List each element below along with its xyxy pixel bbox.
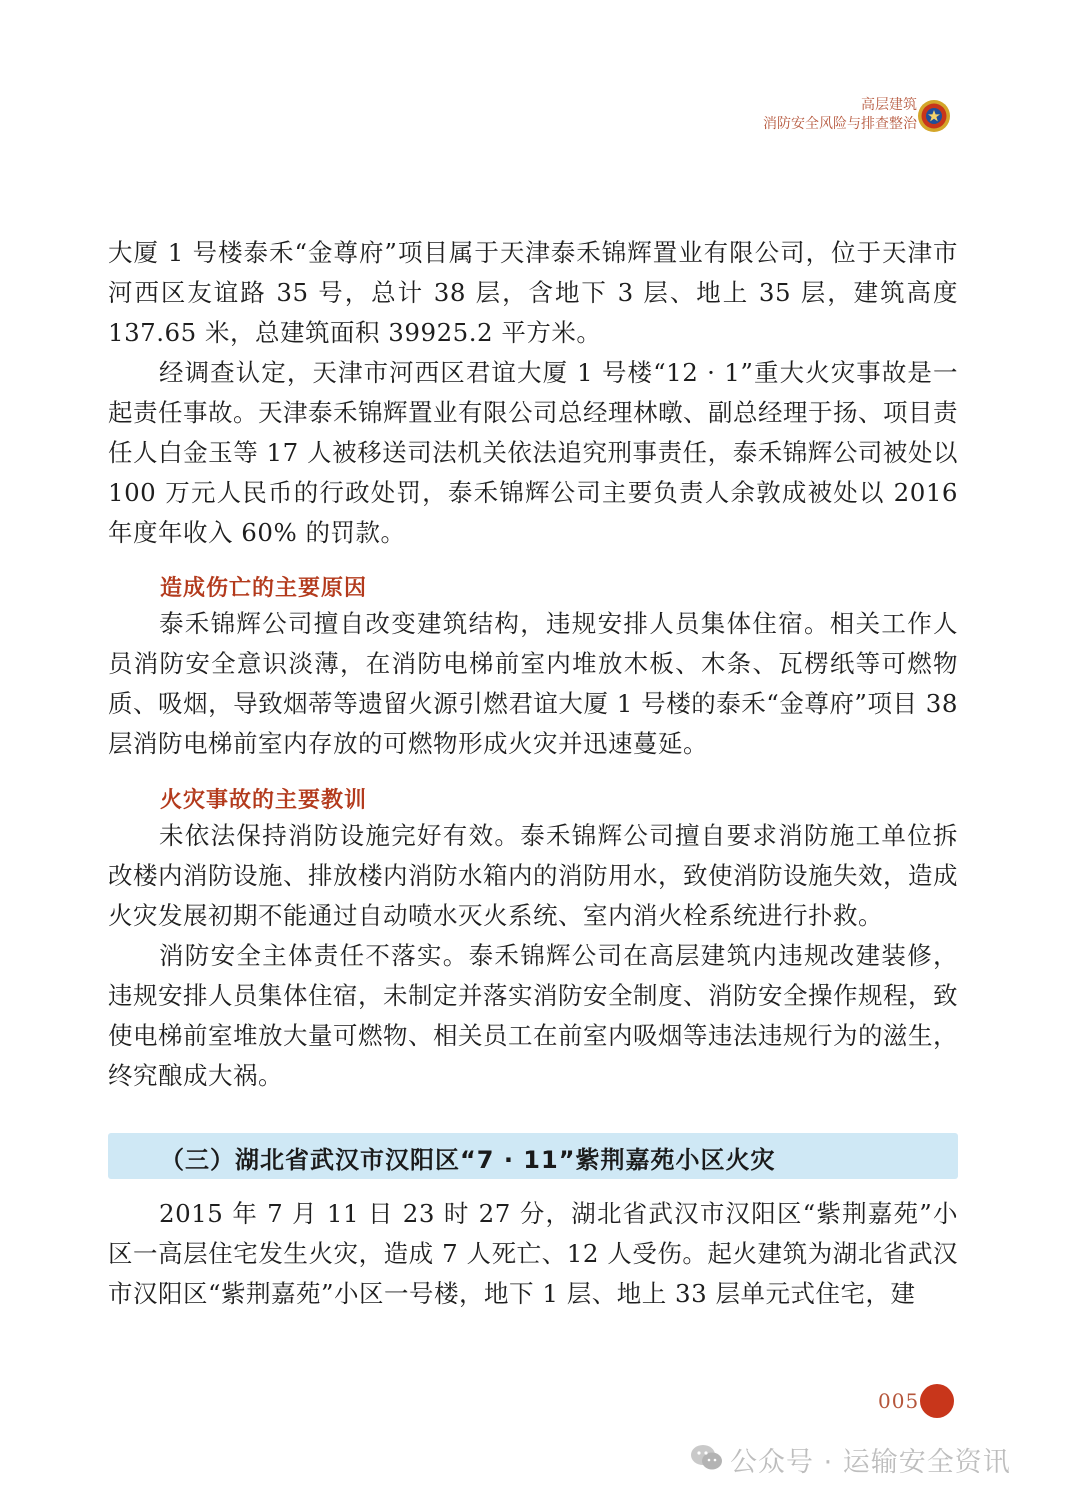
header-line-1: 高层建筑 [861, 97, 917, 113]
page-number: 005 [878, 1389, 920, 1413]
subheading-casualty-causes: 造成伤亡的主要原因 [160, 576, 368, 601]
header-line-2: 消防安全风险与排查整治 [763, 116, 917, 132]
wechat-icon [690, 1443, 724, 1473]
fire-rescue-emblem-icon [917, 99, 951, 133]
paragraph-6: 2015 年 7 月 11 日 23 时 27 分，湖北省武汉市汉阳区“紫荆嘉苑”小区一高层住宅发生火灾，造成 7 人死亡、12 人受伤。起火建筑为湖北省武汉市汉阳区“紫荆嘉苑”小区一号楼，地下 1 层、地上 33 层单元式住宅，建 [108, 1199, 958, 1308]
paragraph-4: 未依法保持消防设施完好有效。泰禾锦辉公司擅自要求消防施工单位拆改楼内消防设施、排放楼内消防水箱内的消防用水，致使消防设施失效，造成火灾发展初期不能通过自动喷水灭火系统、室内消火栓系统进行扑救。 [108, 821, 958, 930]
watermark: 公众号 · 运输安全资讯 [730, 1447, 1011, 1478]
page-number-dot [920, 1384, 954, 1418]
paragraph-5: 消防安全主体责任不落实。泰禾锦辉公司在高层建筑内违规改建装修，违规安排人员集体住宿，未制定并落实消防安全制度、消防安全操作规程，致使电梯前室堆放大量可燃物、相关员工在前室内吸烟等违法违规行为的滋生，终究酿成大祸。 [108, 941, 958, 1090]
paragraph-3: 泰禾锦辉公司擅自改变建筑结构，违规安排人员集体住宿。相关工作人员消防安全意识淡薄，在消防电梯前室内堆放木板、木条、瓦楞纸等可燃物质、吸烟，导致烟蒂等遗留火源引燃君谊大厦 1 号楼的泰禾“金尊府”项目 38 层消防电梯前室内存放的可燃物形成火灾并迅速蔓延。 [108, 609, 958, 758]
section-heading: （三）湖北省武汉市汉阳区“7 · 11”紫荆嘉苑小区火灾 [160, 1146, 776, 1174]
paragraph-1: 大厦 1 号楼泰禾“金尊府”项目属于天津泰禾锦辉置业有限公司，位于天津市河西区友谊路 35 号，总计 38 层，含地下 3 层、地上 35 层，建筑高度 137.65 米，总建筑面积 39925.2 平方米。 [108, 238, 958, 347]
running-header [763, 96, 917, 134]
subheading-lessons: 火灾事故的主要教训 [160, 788, 368, 813]
paragraph-2: 经调查认定，天津市河西区君谊大厦 1 号楼“12 · 1”重大火灾事故是一起责任事故。天津泰禾锦辉置业有限公司总经理林暾、副总经理于扬、项目责任人白金玉等 17 人被移送司法机关依法追究刑事责任，泰禾锦辉公司被处以 100 万元人民币的行政处罚，泰禾锦辉公司主要负责人余敦成被处以 2016 年度年收入 60% 的罚款。 [108, 358, 958, 547]
